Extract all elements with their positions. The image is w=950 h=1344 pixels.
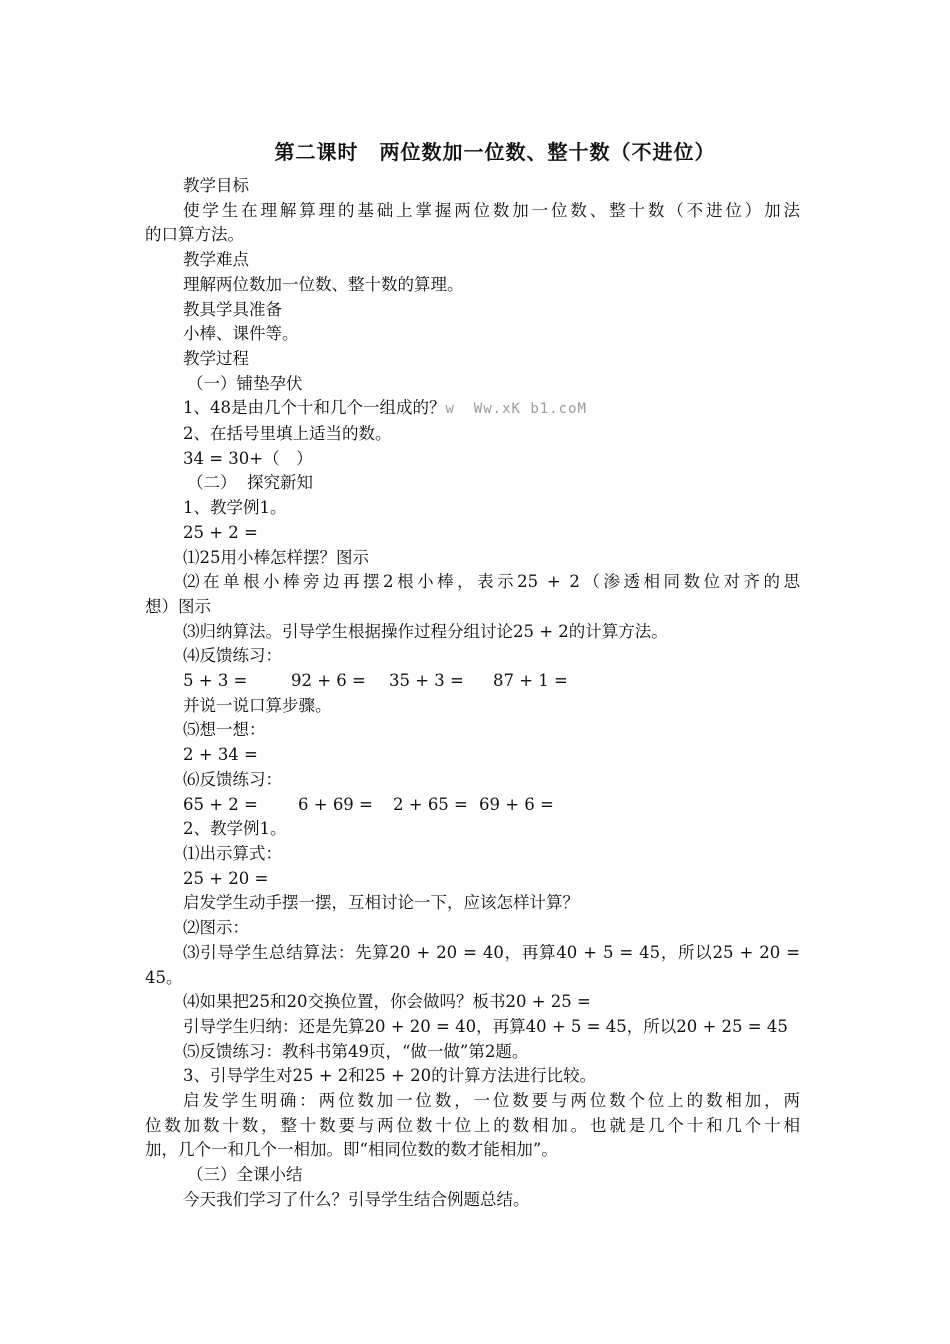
paragraph-line: ⑹反馈练习： xyxy=(183,769,282,789)
exercise-item: 6 + 69 = xyxy=(298,794,373,814)
heading-teaching-goal: 教学目标 xyxy=(183,176,249,195)
paragraph-line: 理解两位数加一位数、整十数的算理。 xyxy=(183,274,464,294)
paragraph-line: ⑶归纳算法。引导学生根据操作过程分组讨论25 + 2的计算方法。 xyxy=(183,621,668,641)
paragraph-line: 1、教学例1。 xyxy=(183,498,287,518)
paragraph-line: ⑵在单根小棒旁边再摆2根小棒，表示25 + 2（渗透相同数位对齐的思 xyxy=(183,572,800,592)
paragraph-line: 3、引导学生对25 + 2和25 + 20的计算方法进行比较。 xyxy=(183,1066,597,1086)
paragraph-line: 启发学生动手摆一摆，互相讨论一下，应该怎样计算？ xyxy=(183,893,579,913)
paragraph-line: ⑸反馈练习：教科书第49页，“做一做”第2题。 xyxy=(183,1041,529,1061)
paragraph-line: 2、在括号里填上适当的数。 xyxy=(183,424,392,444)
section-heading-1: （一）铺垫孕伏 xyxy=(187,373,303,393)
document-body xyxy=(145,174,800,1213)
heading-teaching-process: 教学过程 xyxy=(183,348,249,368)
exercise-item: 69 + 6 = xyxy=(479,794,554,814)
exercise-item: 35 + 3 = xyxy=(389,671,464,691)
paragraph-line: 并说一说口算步骤。 xyxy=(183,695,332,715)
paragraph-line: 今天我们学习了什么？引导学生结合例题总结。 xyxy=(183,1189,530,1209)
paragraph-line: 45。 xyxy=(145,967,183,987)
paragraph-line: 使学生在理解算理的基础上掌握两位数加一位数、整十数（不进位）加法 xyxy=(183,200,800,220)
paragraph-line: ⑵图示： xyxy=(183,918,249,938)
equation-line: 34 = 30+（ ） xyxy=(183,448,313,468)
equation-line: 25 + 2 = xyxy=(183,522,258,542)
paragraph-line: 引导学生归纳：还是先算20 + 20 = 40，再算40 + 5 = 45，所以20 + 25 = 45 xyxy=(183,1016,788,1036)
paragraph-line: 的口算方法。 xyxy=(145,225,244,245)
exercise-item: 5 + 3 = xyxy=(183,671,248,691)
exercise-item: 2 + 65 = xyxy=(393,794,468,814)
watermark-text: w Ww.xK b1.coM xyxy=(445,401,587,418)
paragraph-line: ⑷反馈练习： xyxy=(183,646,282,666)
paragraph-line: ⑶引导学生总结算法：先算20 + 20 = 40，再算40 + 5 = 45，所以25 + 20 = xyxy=(183,942,800,962)
paragraph-line xyxy=(145,396,800,422)
section-heading-2: （二） 探究新知 xyxy=(187,473,313,493)
exercise-row-1 xyxy=(145,669,800,694)
paragraph-line: 位数加数十数，整十数要与两位数十位上的数相加。也就是几个十和几个十相 xyxy=(145,1115,800,1135)
exercise-item: 92 + 6 = xyxy=(291,671,366,691)
paragraph-line: 想）图示 xyxy=(145,596,211,616)
paragraph-line: ⑷如果把25和20交换位置，你会做吗？板书20 + 25 = xyxy=(183,992,591,1012)
exercise-item: 65 + 2 = xyxy=(183,794,258,814)
equation-line: 25 + 20 = xyxy=(183,868,269,888)
paragraph-line: ⑴25用小棒怎样摆？图示 xyxy=(183,547,369,567)
paragraph-line: 2、教学例1。 xyxy=(183,819,287,839)
section-heading-3: （三）全课小结 xyxy=(187,1165,303,1185)
exercise-row-2 xyxy=(145,793,800,818)
page-title: 第二课时 两位数加一位数、整十数（不进位） xyxy=(274,140,716,164)
equation-line: 2 + 34 = xyxy=(183,745,258,765)
paragraph-line: 启发学生明确：两位数加一位数，一位数要与两位数个位上的数相加，两 xyxy=(183,1091,800,1111)
paragraph-line: ⑴出示算式： xyxy=(183,843,282,863)
heading-teaching-difficulty: 教学难点 xyxy=(183,250,249,270)
paragraph-line: 小棒、课件等。 xyxy=(183,324,299,344)
exercise-item: 87 + 1 = xyxy=(493,671,568,691)
paragraph-line: 加，几个一和几个一相加。即“相同位数的数才能相加”。 xyxy=(145,1140,558,1160)
heading-teaching-tools: 教具学具准备 xyxy=(183,299,282,319)
paragraph-line: ⑸想一想： xyxy=(183,720,266,740)
question-text: 1、48是由几个十和几个一组成的？ xyxy=(183,398,446,418)
